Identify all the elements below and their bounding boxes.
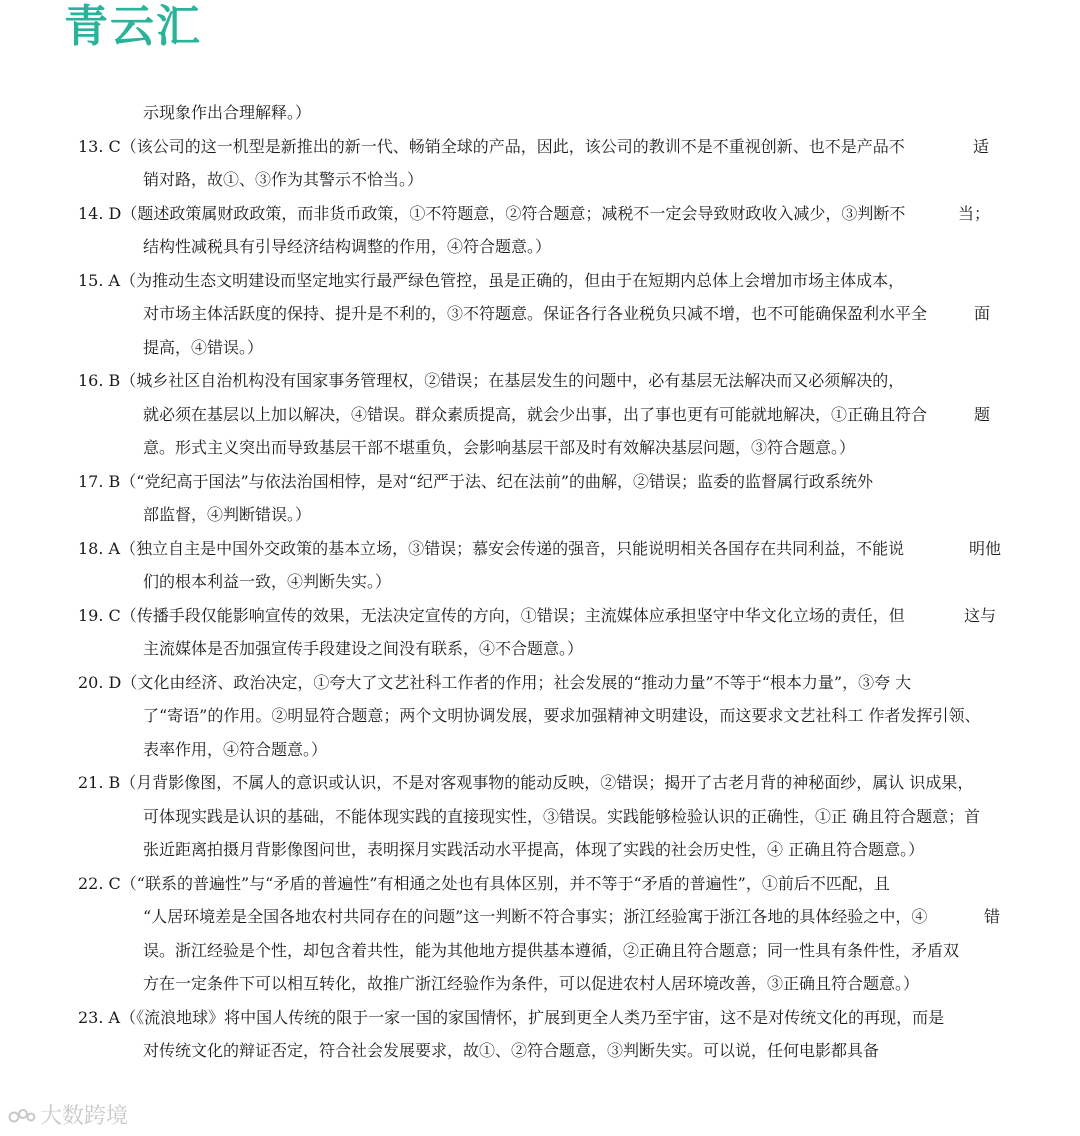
text-line	[0, 532, 1080, 566]
text-line	[0, 833, 1080, 867]
line-text: 对传统文化的辩证否定，符合社会发展要求，故①、②符合题意，③判断失实。可以说，任何电影都具备	[143, 1041, 880, 1060]
line-text: 提高，④错误。）	[143, 338, 264, 357]
line-text: 表率作用，④符合题意。）	[143, 740, 328, 759]
text-line	[0, 699, 1080, 733]
line-tail-text: 面	[974, 304, 991, 323]
text-line	[0, 766, 1080, 800]
text-line	[0, 197, 1080, 231]
line-text: 可体现实践是认识的基础，不能体现实践的直接现实性，③错误。实践能够检验认识的正确性，①正 确且符合题意；首	[143, 807, 981, 826]
line-tail-text: 明他	[969, 539, 1002, 558]
text-line	[0, 967, 1080, 1001]
line-text: 误。浙江经验是个性，却包含着共性，能为其他地方提供基本遵循，②正确且符合题意；同一性具有条件性，矛盾双	[143, 941, 960, 960]
text-line	[0, 264, 1080, 298]
line-tail-text: 这与	[964, 606, 997, 625]
text-line	[0, 96, 1080, 130]
text-line	[0, 632, 1080, 666]
line-text: 主流媒体是否加强宣传手段建设之间没有联系，④不合题意。）	[143, 639, 584, 658]
text-line	[0, 934, 1080, 968]
line-text: 22. C（“联系的普遍性”与“矛盾的普遍性”有相通之处也有具体区别，并不等于“矛盾的普遍性”，①前后不匹配，且	[78, 874, 890, 893]
watermark-text: 大数跨境	[40, 1104, 129, 1129]
line-text: 14. D（题述政策属财政政策，而非货币政策，①不符题意，②符合题意；减税不一定会导致财政收入减少，③判断不	[78, 204, 906, 223]
line-tail-text: 当；	[958, 204, 991, 223]
line-text: 就必须在基层以上加以解决，④错误。群众素质提高，就会少出事，出了事也更有可能就地解决，①正确且符合	[143, 405, 928, 424]
line-tail-text: 错	[984, 907, 1001, 926]
line-text: 15. A（为推动生态文明建设而坚定地实行最严绿色管控，虽是正确的，但由于在短期内总体上会增加市场主体成本，	[78, 271, 905, 290]
text-line	[0, 1034, 1080, 1068]
line-text: 示现象作出合理解释。）	[143, 103, 312, 122]
brand-logo: 青云汇	[64, 1, 202, 52]
text-line	[0, 331, 1080, 365]
text-line	[0, 599, 1080, 633]
line-text: 们的根本利益一致，④判断失实。）	[143, 572, 392, 591]
line-text: 13. C（该公司的这一机型是新推出的新一代、畅销全球的产品，因此，该公司的教训不是不重视创新、也不是产品不	[78, 137, 905, 156]
line-text: 部监督，④判断错误。）	[143, 505, 312, 524]
text-line	[0, 398, 1080, 432]
text-line	[0, 733, 1080, 767]
line-text: 张近距离拍摄月背影像图问世，表明探月实践活动水平提高，体现了实践的社会历史性，④ 正确且符合题意。）	[143, 840, 925, 859]
line-text: “人居环境差是全国各地农村共同存在的问题”这一判断不符合事实；浙江经验寓于浙江各地的具体经验之中，④	[143, 907, 928, 926]
line-text: 方在一定条件下可以相互转化，故推广浙江经验作为条件，可以促进农村人居环境改善，③正确且符合题意。）	[143, 974, 920, 993]
line-text: 了“寄语”的作用。②明显符合题意；两个文明协调发展，要求加强精神文明建设，而这要求文艺社科工 作者发挥引领、	[143, 706, 981, 725]
wechat-channel-icon	[8, 1106, 36, 1128]
line-text: 17. B（“党纪高于国法”与依法治国相悖，是对“纪严于法、纪在法前”的曲解，②错误；监委的监督属行政系统外	[78, 472, 874, 491]
line-text: 意。形式主义突出而导致基层干部不堪重负，会影响基层干部及时有效解决基层问题，③符合题意。）	[143, 438, 856, 457]
line-text: 18. A（独立自主是中国外交政策的基本立场，③错误；慕安会传递的强音，只能说明相关各国存在共同利益，不能说	[78, 539, 905, 558]
text-line	[0, 465, 1080, 499]
watermark	[8, 1102, 128, 1132]
text-line	[0, 431, 1080, 465]
text-line	[0, 900, 1080, 934]
line-text: 销对路，故①、③作为其警示不恰当。）	[143, 170, 424, 189]
text-line	[0, 163, 1080, 197]
text-line	[0, 297, 1080, 331]
text-line	[0, 867, 1080, 901]
text-line	[0, 230, 1080, 264]
line-tail-text: 题	[974, 405, 991, 424]
text-line	[0, 800, 1080, 834]
text-line	[0, 565, 1080, 599]
text-line	[0, 666, 1080, 700]
text-line	[0, 1001, 1080, 1035]
line-text: 23. A（《流浪地球》将中国人传统的限于一家一国的家国情怀，扩展到更全人类乃至宇宙，这不是对传统文化的再现，而是	[78, 1008, 945, 1027]
line-text: 21. B（月背影像图，不属人的意识或认识，不是对客观事物的能动反映，②错误；揭开了古老月背的神秘面纱，属认 识成果，	[78, 773, 974, 792]
line-tail-text: 适	[973, 137, 990, 156]
line-text: 20. D（文化由经济、政治决定，①夸大了文艺社科工作者的作用；社会发展的“推动力量”不等于“根本力量”，③夸 大	[78, 673, 912, 692]
line-text: 19. C（传播手段仅能影响宣传的效果，无法决定宣传的方向，①错误；主流媒体应承担坚守中华文化立场的责任，但	[78, 606, 905, 625]
text-line	[0, 364, 1080, 398]
text-line	[0, 498, 1080, 532]
line-text: 对市场主体活跃度的保持、提升是不利的，③不符题意。保证各行各业税负只减不增，也不可能确保盈利水平全	[143, 304, 928, 323]
line-text: 结构性减税具有引导经济结构调整的作用，④符合题意。）	[143, 237, 552, 256]
text-line	[0, 130, 1080, 164]
line-text: 16. B（城乡社区自治机构没有国家事务管理权，②错误；在基层发生的问题中，必有基层无法解决而又必须解决的，	[78, 371, 905, 390]
